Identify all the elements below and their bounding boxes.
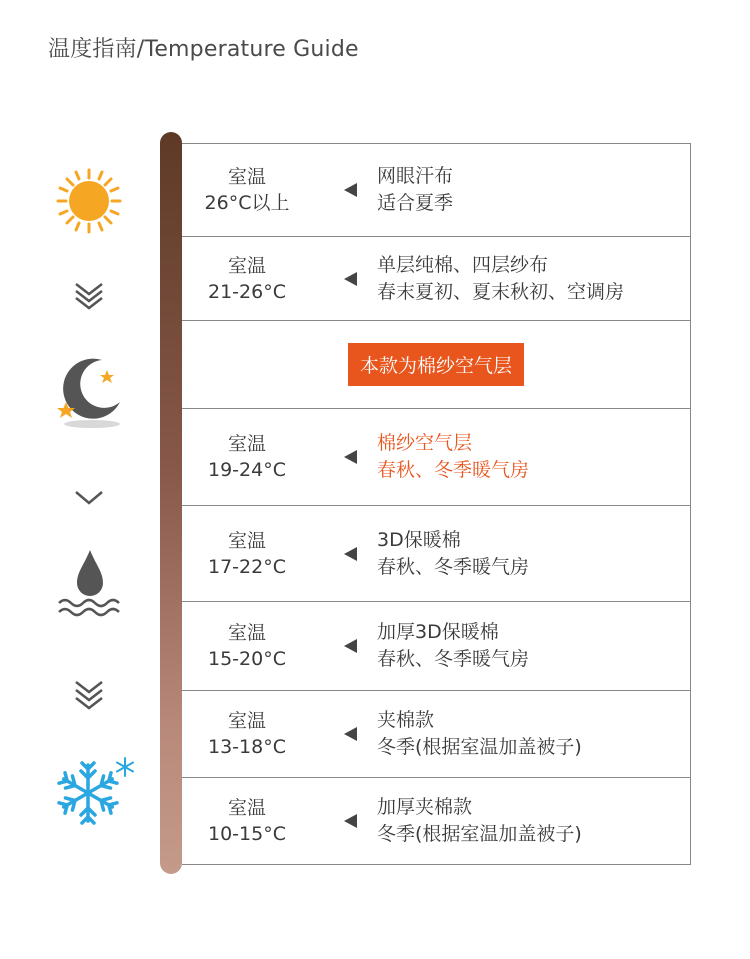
temp-label: 室温 [227,797,266,819]
temp-range: 19-24°C [208,459,286,481]
temp-range: 13-18°C [208,736,286,758]
temp-range: 15-20°C [208,648,286,670]
arrow-left-icon [344,450,357,464]
fabric-usage: 春末夏初、夏末秋初、空调房 [377,280,625,303]
arrow-left-icon [344,639,357,653]
table-row [182,320,690,408]
fabric-usage: 春秋、冬季暖气房 [377,648,530,670]
triple-chevron-down-icon [72,280,106,310]
fabric-name: 单层纯棉、四层纱布 [377,253,549,276]
fabric-usage: 冬季(根据室温加盖被子) [377,823,582,845]
temperature-table [182,143,691,865]
temp-label: 室温 [227,433,266,455]
current-product-badge: 本款为棉纱空气层 [348,343,524,386]
arrow-left-icon [344,272,357,286]
arrow-left-icon [344,814,357,828]
temp-label: 室温 [227,622,266,644]
temperature-gradient-bar [160,132,182,874]
temp-range: 26°C以上 [204,192,290,214]
table-row [182,408,690,505]
temp-range: 17-22°C [208,555,286,578]
fabric-name: 加厚3D保暖棉 [377,621,499,643]
fabric-name: 棉纱空气层 [377,432,473,454]
table-row [182,601,690,690]
fabric-name: 夹棉款 [377,709,435,731]
temp-label: 室温 [227,529,266,552]
table-row [182,505,690,601]
temp-label: 室温 [227,710,266,732]
arrow-left-icon [344,547,357,561]
water-drop-icon [55,545,125,620]
fabric-usage: 春秋、冬季暖气房 [377,459,530,481]
temp-range: 10-15°C [208,823,286,845]
fabric-name: 加厚夹棉款 [377,796,473,818]
fabric-usage: 适合夏季 [377,192,454,214]
moon-stars-icon [50,350,130,432]
fabric-usage: 春秋、冬季暖气房 [377,555,530,578]
arrow-left-icon [344,183,357,197]
fabric-name: 3D保暖棉 [377,528,461,551]
fabric-name: 网眼汗布 [377,165,454,187]
snowflake-icon [55,755,140,827]
temp-label: 室温 [227,254,266,277]
table-row [182,236,690,320]
table-row [182,777,690,864]
temp-range: 21-26°C [208,280,286,303]
fabric-usage: 冬季(根据室温加盖被子) [377,736,582,758]
table-row [182,144,690,236]
chevron-down-icon [72,488,106,508]
table-row [182,690,690,777]
page-title: 温度指南/Temperature Guide [48,37,359,62]
sun-icon [56,168,122,234]
temp-label: 室温 [227,166,266,188]
arrow-left-icon [344,727,357,741]
triple-chevron-down-icon [72,678,106,712]
